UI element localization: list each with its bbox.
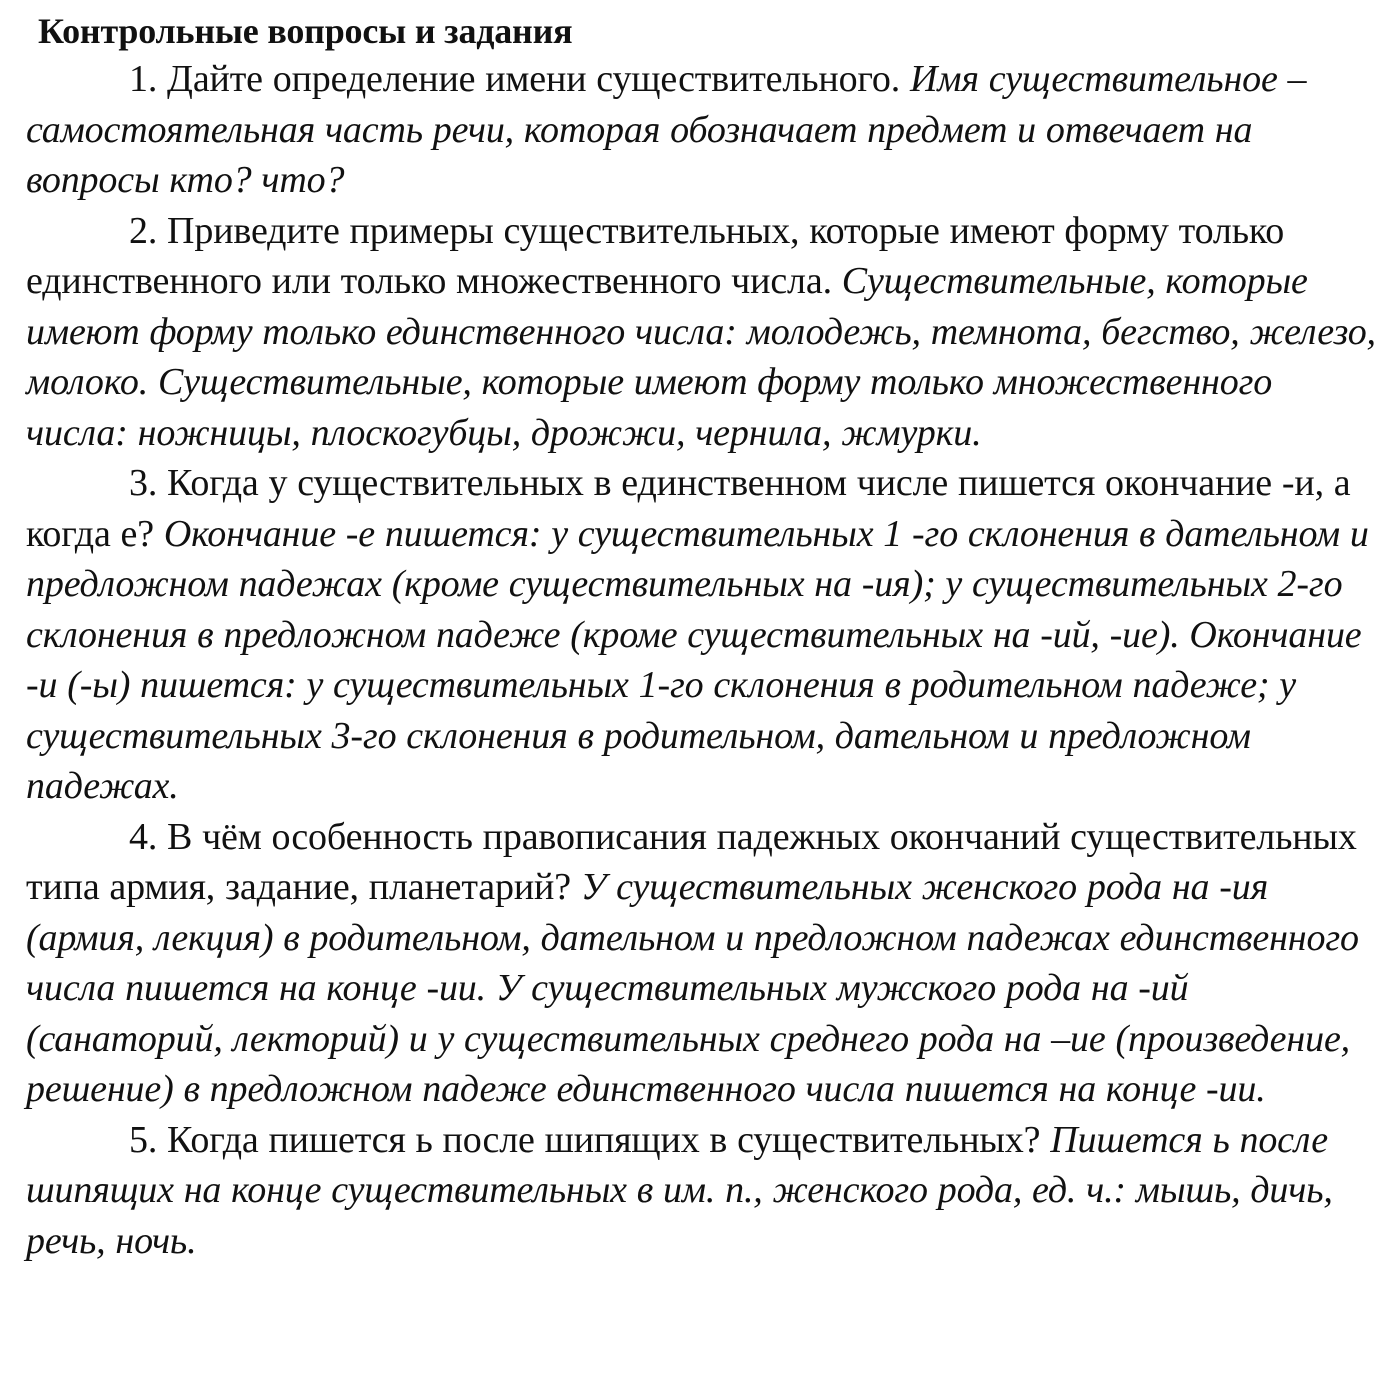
section-heading: Контрольные вопросы и задания [38, 11, 573, 51]
qa-item-2 [26, 206, 1376, 459]
answer-3: Окончание -е пишется: у существительных 1 -го склонения в дательном и предложном падежах (кроме существительных на -ия); у существительных 2-го склонения в предложном падеже (кроме существительных на -ий, -ие). Окончание -и (-ы) пишется: у существительных 1-го склонения в родительном падеже; у существительных 3-го склонения в родительном, дательном и предложном падежах. [26, 512, 1369, 807]
answer-1: Имя существительное – самостоятельная часть речи, которая обозначает предмет и отвечает на вопросы кто? что? [26, 58, 1307, 201]
question-1: 1. Дайте определение имени существительного. [129, 58, 901, 100]
question-5: 5. Когда пишется ь после шипящих в существительных? [129, 1118, 1041, 1161]
question-3: 3. Когда у существительных в единственном числе пишется окончание -и, а когда е? [26, 462, 1351, 555]
qa-item-3 [26, 458, 1376, 812]
question-2: 2. Приведите примеры существительных, которые имеют форму только единственного или только множественного числа. [26, 209, 1285, 302]
answer-5: Пишется ь после шипящих на конце существительных в им. п., женского рода, ед. ч.: мышь, дичь, речь, ночь. [26, 1118, 1333, 1262]
answer-2: Существительные, которые имеют форму только единственного числа: молодежь, темнота, бегство, железо, молоко. Существительные, которые имеют форму только множественного числа: ножницы, плоскогубцы, дрожжи, чернила, жмурки. [26, 260, 1376, 454]
qa-item-4 [26, 812, 1376, 1115]
answer-4: У существительных женского рода на -ия (армия, лекция) в родительном, дательном и предложном падежах единственного числа пишется на конце -ии. У существительных мужского рода на -ий (санаторий, лекторий) и у существительных среднего рода на –ие (произведение, решение) в предложном падеже единственного числа пишется на конце -ии. [26, 866, 1359, 1110]
qa-item-1 [26, 54, 1376, 206]
question-4: 4. В чём особенность правописания падежных окончаний существительных типа армия, задание, планетарий? [26, 815, 1357, 908]
qa-item-5 [26, 1115, 1376, 1267]
